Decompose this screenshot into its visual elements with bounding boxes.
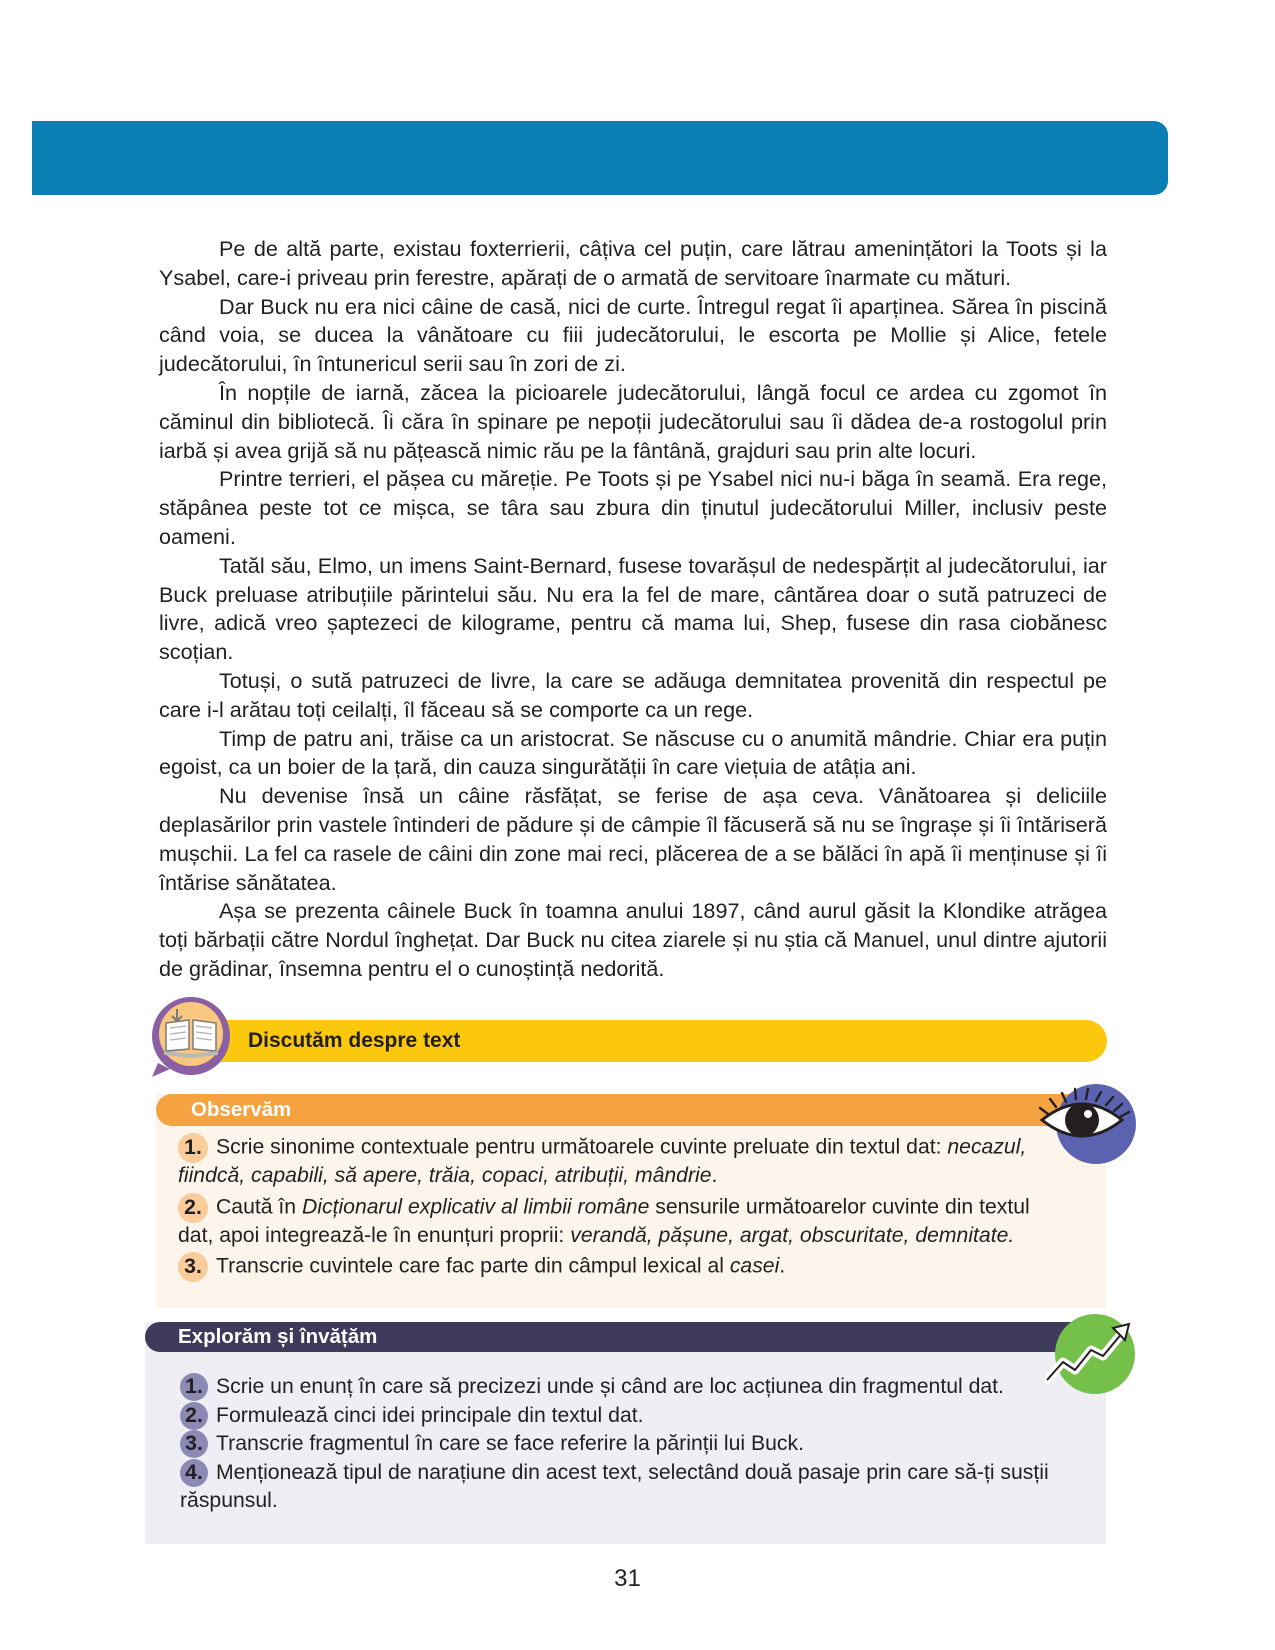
paragraph: Timp de patru ani, trăise ca un aristocrat. Se născuse cu o anumită mândrie. Chiar era puțin egoist, ca un boier de la țară, din cauza singurătății în care viețuia de atâția ani.: [159, 725, 1107, 780]
item-text: sensurile următoarelor cuvinte din textul dat, apoi integrează-le în enunțuri proprii:: [178, 1195, 1030, 1247]
item-text: Formulează cinci idei principale din textul dat.: [216, 1403, 644, 1427]
item-number: 1.: [178, 1133, 208, 1163]
story-text: [159, 235, 1107, 984]
paragraph: Așa se prezenta câinele Buck în toamna anului 1897, când aurul găsit la Klondike atrăgea toți bărbații către Nordul înghețat. Dar Buck nu citea ziarele și nu știa că Manuel, unul dintre ajutorii de grădinar, însemna pentru el o cunoștință nedorită.: [159, 898, 1107, 981]
paragraph: Totuși, o sută patruzeci de livre, la care se adăuga demnitatea provenită din respectul pe care i-l arătau toți ceilalți, îl făceau să se comporte ca un rege.: [159, 667, 1107, 722]
item-text: Caută în: [216, 1195, 302, 1219]
item-italic-text: necazul, fiindcă, capabili, să apere, trăia, copaci, atribuții, mândrie: [178, 1135, 1027, 1187]
paragraph: Pe de altă parte, existau foxterrierii, câțiva cel puțin, care lătrau amenințători la Toots și la Ysabel, care-i priveau prin ferestre, apărați de o armată de servitoare înarmate cu mături.: [159, 236, 1107, 290]
item-number: 2.: [178, 1193, 208, 1223]
item-text: Scrie sinonime contextuale pentru următoarele cuvinte preluate din textul dat:: [216, 1135, 942, 1159]
list-item: [180, 1430, 1080, 1459]
paragraph: Printre terrieri, el pășea cu măreție. Pe Toots și pe Ysabel nici nu-i băga în seamă. Era rege, stăpânea peste tot ce mișca, se târa sau zbura din ținutul judecătorului Miller, inclusiv peste oameni.: [159, 466, 1107, 549]
item-text: Menționează tipul de narațiune din acest text, selectând două pasaje prin care să-ți susții răspunsul.: [180, 1460, 1049, 1512]
list-item: [180, 1459, 1080, 1516]
paragraph: Nu devenise însă un câine răsfățat, se ferise de așa ceva. Vânătoarea și deliciile deplasărilor prin vastele întinderi de pădure și de câmpie îl făcuseră să nu se îngrașe și îi întăriseră mușchii. La fel ca rasele de câini din zone mai reci, plăcerea de a se bălăci în apă îi menținuse și îi întărise sănătatea.: [159, 783, 1107, 895]
item-text: Transcrie fragmentul în care se face referire la părinții lui Buck.: [216, 1432, 804, 1455]
item-text-end: .: [711, 1164, 718, 1187]
list-item: [180, 1373, 1080, 1402]
item-italic-text: casei: [729, 1254, 780, 1278]
item-number: 4.: [180, 1459, 208, 1487]
header-banner: [32, 121, 1168, 195]
item-number: 3.: [178, 1252, 208, 1282]
observam-title: Observăm: [191, 1098, 292, 1121]
list-item: [178, 1193, 1058, 1249]
open-book-icon: [148, 993, 234, 1079]
item-text-end: .: [779, 1254, 786, 1278]
list-item: [178, 1252, 1058, 1282]
exploram-title: Explorăm și învățăm: [178, 1325, 378, 1348]
observam-list: [178, 1133, 1058, 1286]
item-italic-text: Dicționarul explicativ al limbii române: [301, 1195, 650, 1219]
item-number: 3.: [180, 1430, 208, 1458]
item-number: 1.: [180, 1373, 208, 1401]
paragraph: Dar Buck nu era nici câine de casă, nici de curte. Întregul regat îi aparținea. Sărea în piscină când voia, se ducea la vânătoare cu fiii judecătorului, le escorta pe Mollie și Alice, fetele judecătorului, în întunericul serii sau în zori de zi.: [159, 293, 1107, 377]
paragraph: Tatăl său, Elmo, un imens Saint-Bernard, fusese tovarășul de nedespărțit al judecătorului, iar Buck preluase atribuțiile părintelui său. Nu era la fel de mare, cântărea doar o sută patruzeci de livre, adică vreo șaptezeci de kilograme, pentru că mama lui, Shep, fusese din rasa ciobănesc scoțian.: [159, 552, 1107, 665]
observam-bar: [156, 1094, 1070, 1126]
item-text: Scrie un enunț în care să precizezi unde și când are loc acțiunea din fragmentul dat.: [216, 1375, 1004, 1398]
list-item: [180, 1402, 1080, 1431]
exploram-list: [180, 1373, 1080, 1516]
page-number: 31: [614, 1565, 641, 1592]
list-item: [178, 1133, 1058, 1189]
item-italic-text: verandă, pășune, argat, obscuritate, demnitate.: [570, 1223, 1015, 1247]
discuss-section-title: Discutăm despre text: [248, 1029, 461, 1052]
item-text: Transcrie cuvintele care fac parte din câmpul lexical al: [216, 1254, 730, 1278]
paragraph: În nopțile de iarnă, zăcea la picioarele judecătorului, lângă focul ce ardea cu zgomot în căminul din bibliotecă. Îi căra în spinare pe nepoții judecătorului sau îi dădea de-a rostogolul prin iarbă și avea grijă să nu pățească nimic rău pe la fântână, grajduri sau prin alte locuri.: [159, 379, 1107, 463]
item-number: 2.: [180, 1402, 208, 1430]
